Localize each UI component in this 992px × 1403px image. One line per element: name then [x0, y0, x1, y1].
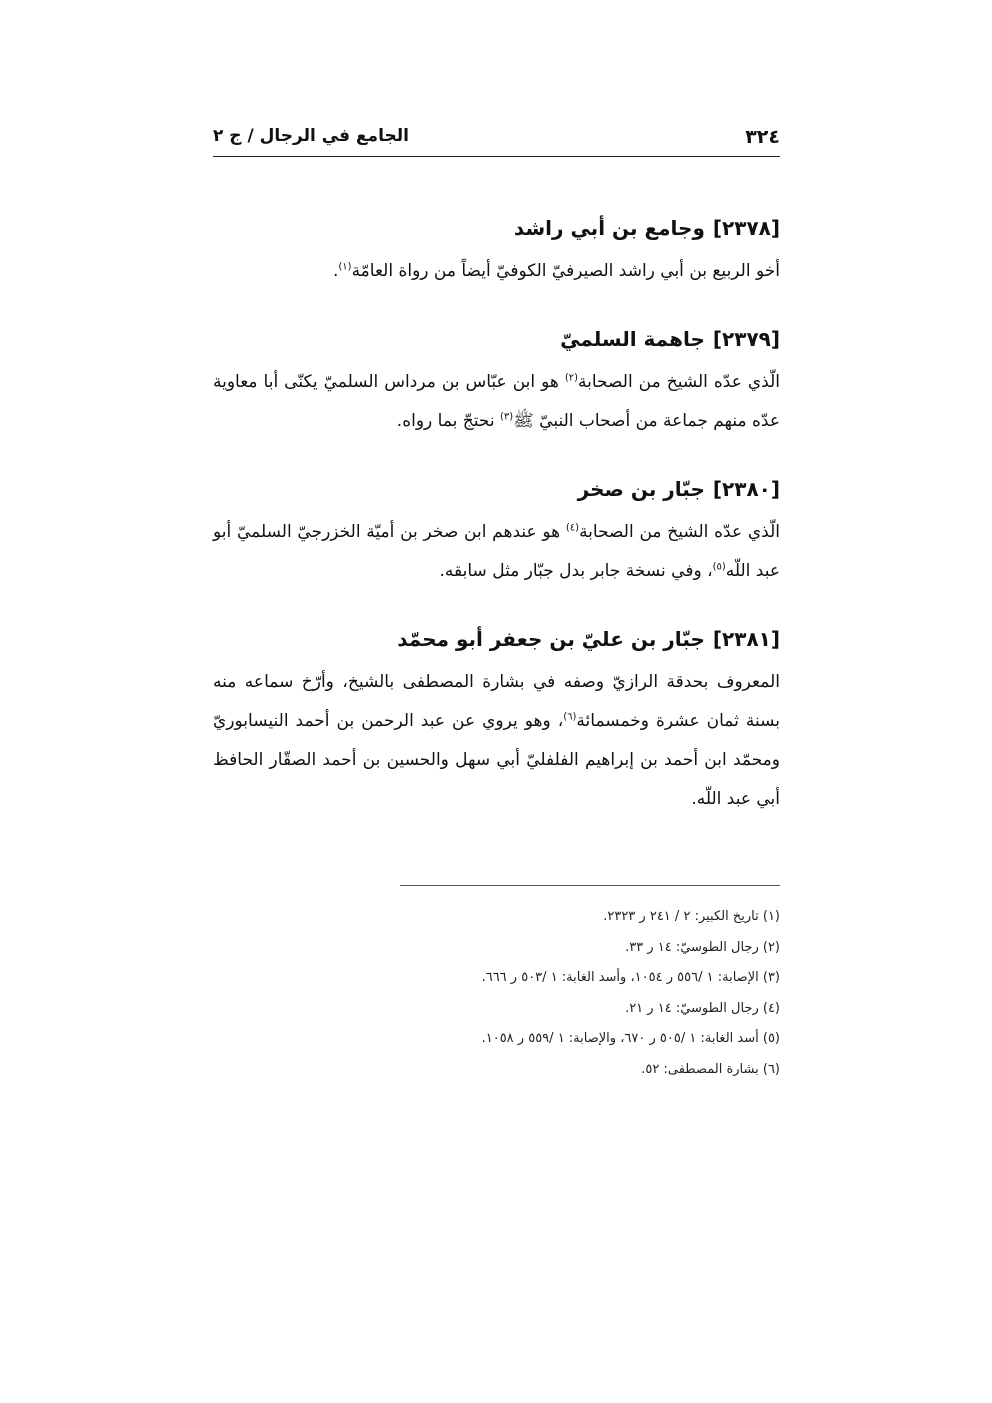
entry-name: جاهمة السلميّ	[560, 327, 705, 351]
entry-text-segment: المعروف بحدقة الرازيّ وصفه في بشارة المصطفى بالشيخ، وأرّخ سماعه منه بسنة ثمان عشرة وخمسمائة	[213, 672, 780, 731]
entry-number: [٢٣٨١]	[712, 627, 780, 651]
entry-2380	[213, 469, 780, 591]
entry-name: جبّار بن صخر	[577, 477, 705, 501]
footnotes-list	[213, 902, 780, 1085]
book-title: الجامع في الرجال / ج ٢	[213, 126, 409, 146]
entry-2381	[213, 619, 780, 819]
entry-number: [٢٣٧٩]	[712, 327, 780, 351]
footnote-marker: (٢)	[564, 372, 579, 384]
entry-text-segment: الّذي عدّه الشيخ من الصحابة	[578, 372, 780, 392]
entry-text-segment: ، وهو يروي عن عبد الرحمن بن أحمد النيسابوريّ ومحمّد ابن أحمد بن إبراهيم الفلفليّ أبي سهل والحسين بن أحمد الصقّار الحافظ أبي عبد اللّه.	[213, 711, 780, 809]
entry-body	[213, 663, 780, 819]
entry-text-segment: نحتجّ بما رواه.	[396, 411, 501, 431]
footnote-item: (٣) الإصابة: ١ /٥٥٦ ر ١٠٥٤، وأسد الغابة: ١ /٥٠٣ ر ٦٦٦.	[481, 970, 780, 985]
entry-number: [٢٣٨٠]	[712, 477, 780, 501]
running-header	[213, 120, 780, 157]
entry-heading	[213, 469, 780, 509]
entry-heading	[213, 208, 780, 248]
entry-2378	[213, 208, 780, 291]
footnote-marker: (٥)	[712, 561, 726, 573]
entry-body	[213, 513, 780, 591]
page-number: ٣٢٤	[745, 126, 780, 148]
entry-2379	[213, 319, 780, 441]
footnote-marker: (١)	[338, 261, 352, 273]
entries-list	[213, 208, 780, 847]
entry-body	[213, 363, 780, 441]
entry-body	[213, 252, 780, 291]
footnote-item: (٢) رجال الطوسيّ: ١٤ ر ٣٣.	[625, 939, 780, 955]
footnote-item: (٥) أسد الغابة: ١ /٥٠٥ ر ٦٧٠، والإصابة: ١ /٥٥٩ ر ١٠٥٨.	[481, 1031, 780, 1046]
entry-heading	[213, 319, 780, 359]
entry-text-segment: هو عندهم ابن صخر بن أميّة الخزرجيّ السلميّ أبو عبد اللّه	[213, 522, 780, 581]
footnote-marker: (٣)	[500, 411, 514, 423]
book-page	[213, 0, 780, 1403]
entry-text-segment: هو ابن عبّاس بن مرداس السلميّ يكنّى أبا معاوية عدّه منهم جماعة من أصحاب النبيّ ﷺ	[213, 372, 780, 431]
entry-text-segment: .	[332, 261, 339, 281]
entry-name: وجامع بن أبي راشد	[513, 216, 705, 240]
entry-text-segment: أخو الربيع بن أبي راشد الصيرفيّ الكوفيّ أيضاً من رواة العامّة	[351, 261, 780, 281]
footnote-separator	[400, 885, 780, 886]
entry-text-segment: الّذي عدّه الشيخ من الصحابة	[579, 522, 780, 542]
entry-name: جبّار بن عليّ بن جعفر أبو محمّد	[397, 627, 705, 651]
footnote-item: (٦) بشارة المصطفى: ٥٢.	[641, 1061, 780, 1077]
footnote-marker: (٤)	[565, 522, 580, 534]
entry-number: [٢٣٧٨]	[712, 216, 780, 240]
entry-heading	[213, 619, 780, 659]
footnote-marker: (٦)	[563, 711, 577, 723]
entry-text-segment: ، وفي نسخة جابر بدل جبّار مثل سابقه.	[439, 561, 713, 581]
footnote-item: (٤) رجال الطوسيّ: ١٤ ر ٢١.	[625, 1000, 780, 1016]
footnote-item: (١) تاريخ الكبير: ٢ / ٢٤١ ر ٢٣٢٣.	[603, 909, 780, 924]
